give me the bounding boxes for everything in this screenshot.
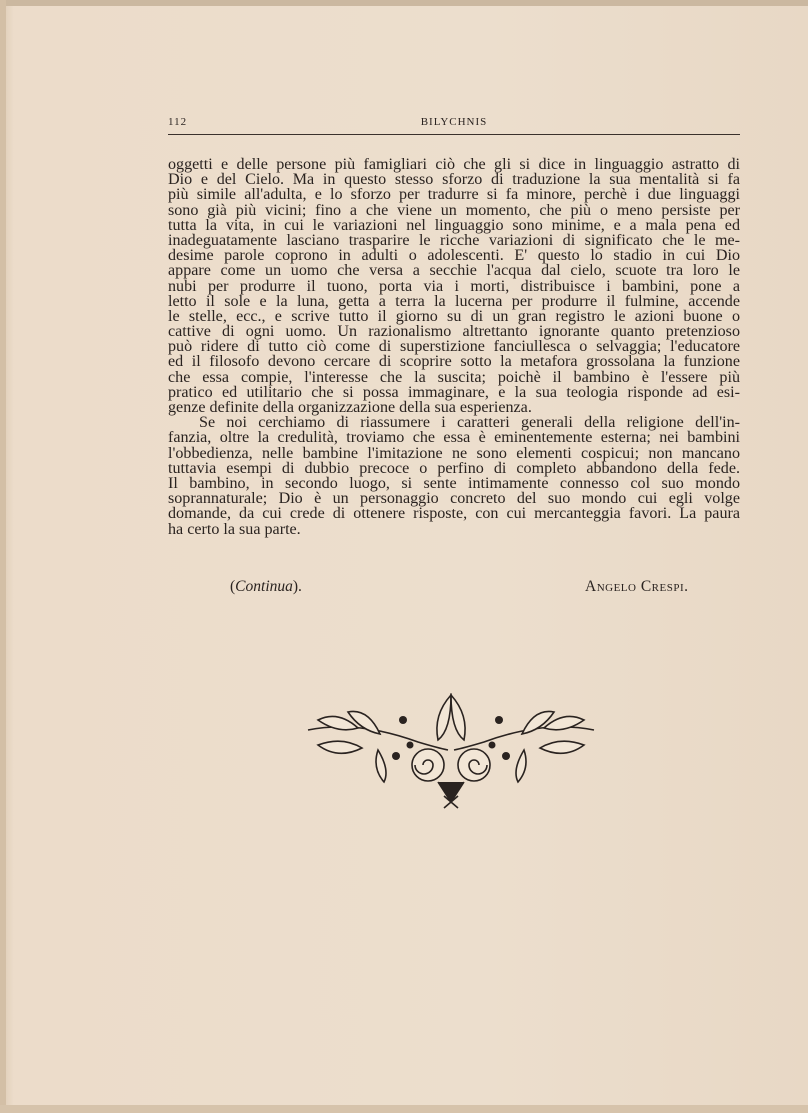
running-header xyxy=(168,116,740,132)
text-line: ed il filosofo devono cercare di scoprire sotto la metafora grossolana la funzione xyxy=(168,353,740,371)
author-signature: Angelo Crespi. xyxy=(585,578,689,595)
text-line: Il bambino, in secondo luogo, si sente intimamente connesso col suo mondo xyxy=(168,474,740,492)
text-line: inadeguatamente lasciano trasparire le ricche variazioni di significato che le me- xyxy=(168,231,740,249)
continua-text: Continua xyxy=(235,578,293,595)
floral-ornament xyxy=(298,690,604,815)
text-line: che essa compie, l'interesse che la suscita; poichè il bambino è l'essere più xyxy=(168,368,740,386)
running-title: BILYCHNIS xyxy=(420,116,488,128)
page-number: 112 xyxy=(168,116,188,128)
text-line: cattive di ogni uomo. Un razionalismo altrettanto ignorante quanto pretenzioso xyxy=(168,323,740,341)
text-line: oggetti e delle persone più famigliari ciò che gli si dice in linguaggio astratto di xyxy=(168,156,740,173)
text-line: le stelle, ecc., e scrive tutto il giorno su di un gran registro le azioni buone o xyxy=(168,307,740,325)
text-line: ha certo la sua parte. xyxy=(168,520,301,538)
text-line: può ridere di tutto ciò come di superstizione fanciullesca o selvaggia; l'educatore xyxy=(168,338,740,356)
body-text xyxy=(168,157,740,537)
page-edge-bottom xyxy=(0,1105,808,1113)
text-line: appare come un uomo che versa a secchie l'acqua dal cielo, scuote tra loro le xyxy=(168,262,740,280)
text-line: pratico ed utilitario che si possa immaginare, e la sua teologia risponde ad esi- xyxy=(168,383,740,401)
text-line: sono già più vicini; fino a che viene un momento, che più o meno persiste per xyxy=(168,201,740,219)
text-line: più simile all'adulta, e lo sforzo per tradurre si fa minore, perchè i due linguaggi xyxy=(168,186,740,204)
text-line: genze definite della organizzazione della sua esperienza. xyxy=(168,399,532,416)
text-line: Se noi cerchiamo di riassumere i caratteri generali della religione dell'in- xyxy=(199,414,740,432)
text-line: domande, da cui crede di ottenere risposte, con cui mercanteggia favori. La paura xyxy=(168,505,740,523)
page-edge-top xyxy=(0,0,808,6)
page-edge-left xyxy=(0,0,6,1113)
text-line: fanzia, oltre la credulità, troviamo che essa è eminentemente esterna; nei bambini xyxy=(168,429,740,447)
text-line: tutta la vita, in cui le variazioni nel linguaggio sono minime, e a mala pena ed xyxy=(168,216,740,234)
text-line: Dio e del Cielo. Ma in questo stesso sforzo di traduzione la sua mentalità si fa xyxy=(168,171,740,189)
text-line: letto il sole e la luna, getta a terra la lucerna per produrre il fulmine, accende xyxy=(168,292,740,310)
text-line: nubi per produrre il tuono, porta via i morti, distribuisce i bambini, pone a xyxy=(168,277,740,295)
header-rule xyxy=(168,134,740,135)
text-line: soprannaturale; Dio è un personaggio concreto del suo mondo cui egli volge xyxy=(168,490,740,508)
continua-note: (Continua). xyxy=(230,578,302,595)
text-line: l'obbedienza, nelle bambine l'imitazione ne sono elementi cospicui; non mancano xyxy=(168,444,740,462)
text-line: tuttavia esempi di dubbio precoce o perfino di completo abbandono della fede. xyxy=(168,459,740,477)
text-line: desime parole coprono in adulti o adolescenti. E' questo lo stadio in cui Dio xyxy=(168,247,740,265)
